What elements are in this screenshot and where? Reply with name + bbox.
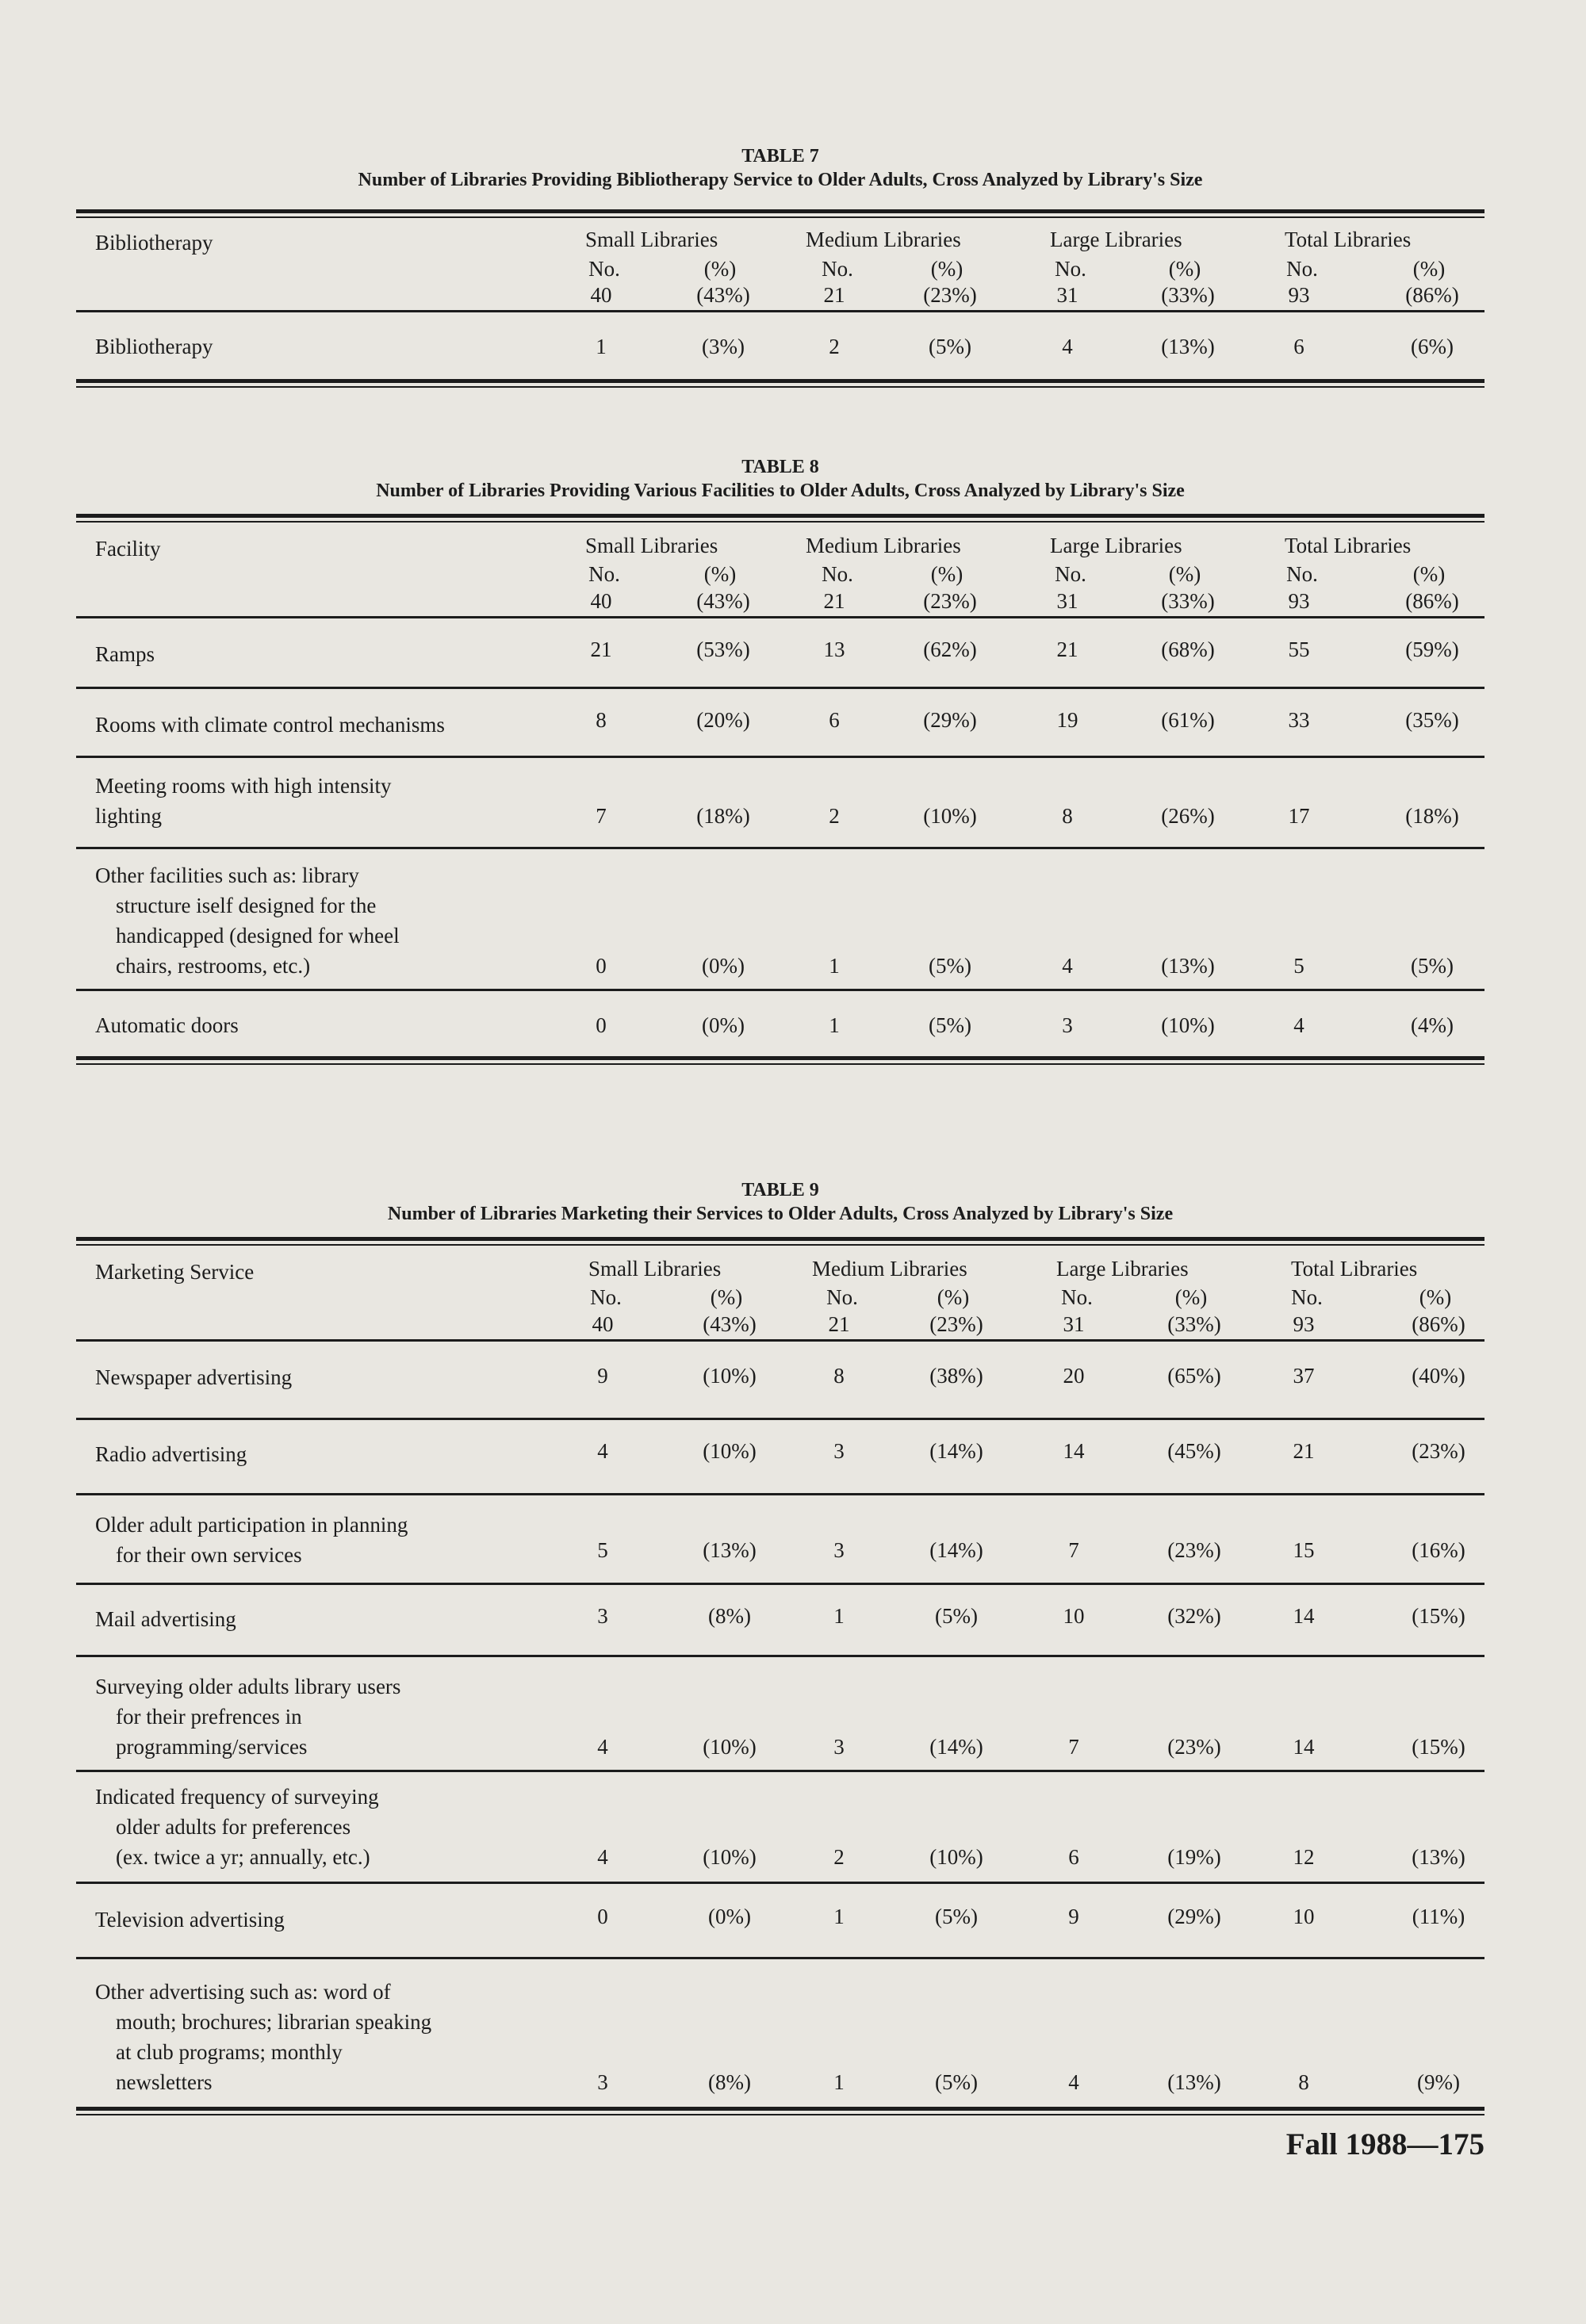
table-8-title: TABLE 8 <box>741 457 819 477</box>
table-row: Television advertising 0 (0%) 1 (5%) 9 (29%) 10 (11%) <box>76 1884 1484 1959</box>
table-9-header: Marketing Service Small Libraries Medium Libraries Large Libraries Total Libraries No. (%) No. (%) No. (%) No. (%) 40 (43%) 21 (23%) 31 (33%) 93 (86%) <box>76 1246 1484 1342</box>
table-9-subtitle: Number of Libraries Marketing their Services to Older Adults, Cross Analyzed by Library's Size <box>387 1204 1174 1224</box>
group-small: Small Libraries <box>585 228 718 251</box>
group-large: Large Libraries <box>1050 228 1182 251</box>
table-row: Rooms with climate control mechanisms 8 (20%) 6 (29%) 19 (61%) 33 (35%) <box>76 689 1484 758</box>
table-8-header: Facility Small Libraries Medium Libraries Large Libraries Total Libraries No. (%) No. (%) No. (%) No. (%) 40 (43%) 21 (23%) 31 (33%) 93 (86%) <box>76 523 1484 618</box>
table-row: Automatic doors 0 (0%) 1 (5%) 3 (10%) 4 (4%) <box>76 991 1484 1060</box>
table-row: Meeting rooms with high intensity lighting 7 (18%) 2 (10%) 8 (26%) 17 (18%) <box>76 758 1484 849</box>
table-7-first-col: Bibliotherapy <box>95 231 213 255</box>
table-9-title: TABLE 9 <box>741 1180 819 1200</box>
table-row: Ramps 21 (53%) 13 (62%) 21 (68%) 55 (59%) <box>76 618 1484 689</box>
table-row: Mail advertising 3 (8%) 1 (5%) 10 (32%) 14 (15%) <box>76 1585 1484 1657</box>
table-7-subtitle: Number of Libraries Providing Bibliotherapy Service to Older Adults, Cross Analyzed by Library's Size <box>358 170 1203 190</box>
table-row: Surveying older adults library users for their prefrences in programming/services 4 (10%) 3 (14%) 7 (23%) 14 (15%) <box>76 1657 1484 1772</box>
table-row: Bibliotherapy 1 (3%) 2 (5%) 4 (13%) 6 (6%) <box>76 312 1484 383</box>
page-footer: Fall 1988—175 <box>1285 2127 1484 2161</box>
table-row: Other advertising such as: word of mouth; brochures; librarian speaking at club programs; monthly newsletters 3 (8%) 1 (5%) 4 (13%) 8 (9%) <box>76 1959 1484 2111</box>
row-label: Bibliotherapy <box>95 335 213 358</box>
table-row: Indicated frequency of surveying older adults for preferences (ex. twice a yr; annually, etc.) 4 (10%) 2 (10%) 6 (19%) 12 (13%) <box>76 1772 1484 1884</box>
table-7-title: TABLE 7 <box>741 146 819 167</box>
table-8 <box>76 455 1484 1065</box>
table-row: Radio advertising 4 (10%) 3 (14%) 14 (45%) 21 (23%) <box>76 1420 1484 1495</box>
table-8-subtitle: Number of Libraries Providing Various Facilities to Older Adults, Cross Analyzed by Library's Size <box>376 480 1185 501</box>
table-row: Older adult participation in planning for their own services 5 (13%) 3 (14%) 7 (23%) 15 (16%) <box>76 1495 1484 1585</box>
table-7 <box>76 144 1484 388</box>
table-row: Newspaper advertising 9 (10%) 8 (38%) 20 (65%) 37 (40%) <box>76 1342 1484 1420</box>
group-medium: Medium Libraries <box>806 228 961 251</box>
table-row: Other facilities such as: library structure iself designed for the handicapped (designed for wheel chairs, restrooms, etc.) 0 (0%) 1 (5%) 4 (13%) 5 (5%) <box>76 849 1484 991</box>
group-total: Total Libraries <box>1285 228 1412 251</box>
table-9 <box>76 1178 1484 2115</box>
table-7-header: Bibliotherapy Small Libraries Medium Libraries Large Libraries Total Libraries No. (%) No. (%) No. (%) No. (%) 40 (43%) 21 (23%) 31 (33%) 93 (86%) <box>76 218 1484 312</box>
